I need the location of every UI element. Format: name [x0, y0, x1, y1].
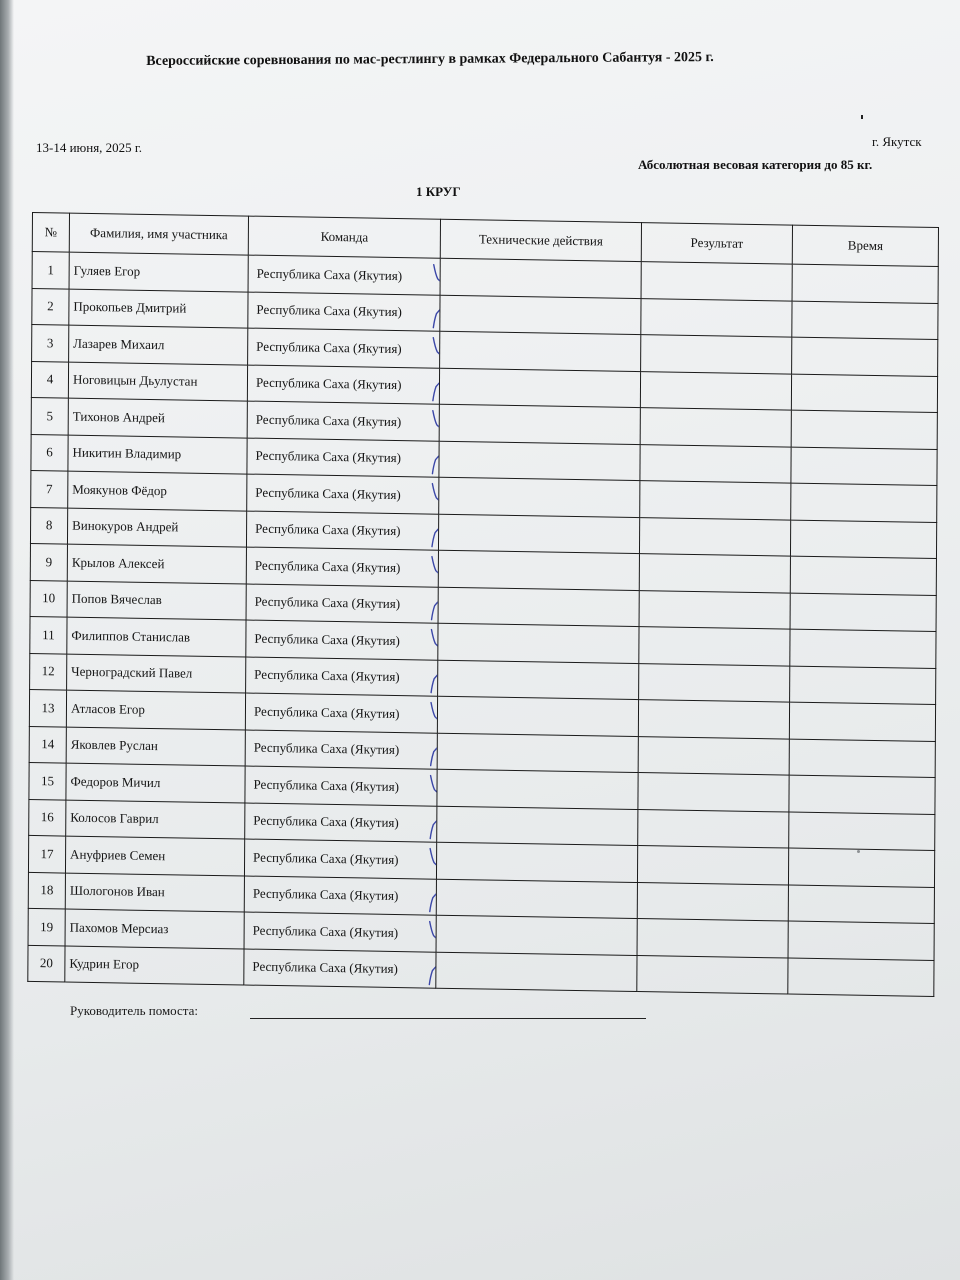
tech-actions-cell	[437, 769, 638, 809]
pen-bracket-mark	[426, 518, 439, 548]
team-name	[248, 328, 440, 368]
result-cell	[640, 444, 791, 483]
team-name	[246, 547, 438, 587]
participant-name-text: Винокуров Андрей	[72, 517, 179, 535]
team-name	[244, 912, 436, 952]
row-num	[28, 908, 65, 945]
result-cell	[640, 371, 791, 410]
participant-name	[65, 873, 244, 912]
participant-name	[66, 800, 245, 839]
pen-bracket-mark	[426, 555, 439, 585]
row-num-text: 9	[45, 553, 53, 570]
team-name-text: Республика Саха (Якутия)	[255, 411, 402, 429]
participant-name	[65, 946, 244, 985]
team-name-text: Республика Саха (Якутия)	[256, 338, 402, 356]
team-name	[246, 511, 438, 551]
row-num	[29, 689, 66, 726]
row-num	[30, 507, 67, 544]
team-name-text: Республика Саха (Якутия)	[256, 301, 402, 320]
team-name-text: Республика Саха (Якутия)	[254, 666, 400, 685]
participant-name	[68, 471, 247, 510]
row-num	[30, 616, 67, 653]
row-num	[31, 434, 68, 471]
result-cell	[639, 517, 790, 556]
tech-actions-cell	[439, 441, 640, 481]
time-cell	[790, 556, 936, 595]
team-name	[244, 876, 436, 916]
team-name-text: Республика Саха (Якутия)	[253, 776, 400, 794]
time-cell	[788, 921, 934, 960]
pen-bracket-mark	[425, 737, 438, 767]
participant-name-text: Черноградский Павел	[71, 663, 193, 681]
pen-bracket-mark	[427, 372, 440, 402]
pen-bracket-mark	[425, 664, 438, 694]
team-name	[247, 474, 439, 514]
row-num	[30, 580, 67, 617]
team-name-text: Республика Саха (Якутия)	[253, 849, 399, 867]
tech-actions-cell	[439, 404, 640, 444]
team-name	[246, 657, 438, 697]
result-cell	[638, 700, 789, 739]
header-tech: Технические действия	[440, 219, 641, 261]
time-cell	[788, 958, 934, 997]
team-name-text: Республика Саха (Якутия)	[252, 885, 399, 904]
time-cell	[789, 739, 935, 778]
participant-name-text: Пахомов Мерсиаз	[69, 919, 169, 937]
row-num-text: 18	[40, 882, 54, 898]
team-name-text: Республика Саха (Якутия)	[254, 557, 401, 575]
row-num	[32, 288, 69, 325]
participant-name-text: Яковлев Руслан	[70, 736, 158, 754]
time-cell	[789, 775, 935, 814]
participant-name-text: Колосов Гаврил	[70, 809, 159, 827]
participant-name-text: Попов Вячеслав	[71, 590, 162, 608]
time-cell	[791, 374, 937, 413]
pen-bracket-mark	[427, 409, 440, 439]
row-num	[30, 543, 67, 580]
row-num	[32, 252, 69, 289]
team-name	[245, 766, 437, 806]
row-num-text: 5	[46, 407, 54, 424]
team-name-text: Республика Саха (Якутия)	[255, 447, 402, 466]
result-cell	[637, 846, 788, 885]
participant-name	[67, 581, 246, 620]
result-cell	[640, 408, 791, 447]
tech-actions-cell	[437, 733, 638, 773]
time-cell	[790, 520, 936, 559]
result-cell	[638, 809, 789, 848]
paper-shadow-edge	[0, 0, 14, 1280]
row-num-text: 20	[39, 955, 53, 971]
team-name	[248, 255, 440, 295]
team-name	[244, 839, 436, 879]
time-cell	[791, 483, 937, 522]
team-name-text: Республика Саха (Якутия)	[253, 703, 400, 721]
pen-bracket-mark	[424, 810, 437, 840]
team-name	[247, 438, 439, 478]
round-label: 1 КРУГ	[416, 184, 461, 199]
participant-name	[67, 654, 246, 693]
signature-line	[250, 1018, 646, 1019]
row-num-text: 13	[41, 699, 55, 716]
team-name-text: Республика Саха (Якутия)	[254, 593, 401, 612]
participant-name	[68, 362, 247, 401]
row-num-text: 17	[40, 845, 54, 862]
participant-name-text: Ануфриев Семен	[70, 846, 166, 863]
header-name: Фамилия, имя участника	[69, 213, 248, 255]
row-num	[28, 835, 65, 872]
tech-actions-cell	[439, 477, 640, 517]
participant-name	[67, 617, 246, 656]
team-name-text: Республика Саха (Якутия)	[254, 630, 400, 648]
team-name	[245, 730, 437, 770]
participant-name-text: Никитин Владимир	[72, 444, 182, 462]
ink-speck	[861, 115, 863, 119]
pen-bracket-mark	[423, 956, 436, 986]
tech-actions-cell	[438, 550, 639, 590]
weight-category: Абсолютная весовая категория до 85 кг.	[638, 157, 873, 172]
participant-name	[66, 763, 245, 802]
row-num-text: 12	[41, 663, 55, 679]
signature-label: Руководитель помоста:	[70, 1003, 199, 1018]
participant-name-text: Федоров Мичил	[70, 773, 161, 790]
result-cell	[639, 590, 790, 629]
tech-actions-cell	[440, 331, 641, 371]
row-num	[29, 762, 66, 799]
result-cell	[641, 262, 792, 301]
pen-bracket-mark	[424, 847, 437, 877]
team-name	[247, 401, 439, 441]
team-name-text: Республика Саха (Якутия)	[253, 739, 400, 758]
tech-actions-cell	[440, 258, 641, 298]
time-cell	[792, 337, 938, 376]
tech-actions-cell	[438, 587, 639, 627]
pen-bracket-mark	[425, 628, 438, 658]
participant-name	[66, 727, 245, 766]
tech-actions-cell	[438, 660, 639, 700]
participant-name-text: Моякунов Фёдор	[72, 481, 167, 498]
team-name	[245, 803, 437, 843]
row-num-text: 14	[41, 736, 55, 752]
participant-name	[67, 508, 246, 547]
row-num-text: 4	[46, 371, 54, 387]
participant-name-text: Ноговицын Дьулустан	[72, 371, 198, 389]
tech-actions-cell	[437, 696, 638, 736]
participant-name	[65, 909, 244, 948]
participant-name	[67, 544, 246, 583]
result-cell	[637, 919, 788, 958]
row-num	[32, 324, 69, 361]
team-name-text: Республика Саха (Якутия)	[255, 520, 401, 539]
participant-name-text: Гуляев Егор	[73, 262, 141, 279]
team-name-text: Республика Саха (Якутия)	[255, 374, 402, 393]
row-num-text: 11	[42, 626, 55, 643]
time-cell	[789, 812, 935, 851]
header-result: Результат	[641, 223, 792, 264]
pen-bracket-mark	[426, 445, 439, 475]
result-cell	[637, 882, 788, 921]
time-cell	[792, 301, 938, 340]
team-name-text: Республика Саха (Якутия)	[253, 812, 399, 831]
team-name	[244, 949, 436, 989]
row-num-text: 10	[42, 590, 56, 606]
time-cell	[791, 447, 937, 486]
time-cell	[790, 666, 936, 705]
time-cell	[792, 264, 938, 303]
tech-actions-cell	[436, 952, 637, 992]
pen-bracket-mark	[426, 591, 439, 621]
team-name	[248, 292, 440, 332]
pen-bracket-mark	[424, 919, 437, 949]
row-num-text: 1	[47, 262, 54, 278]
document-title: Всероссийские соревнования по мас-рестлингу в рамках Федерального Сабантуя - 2025 г.	[146, 50, 714, 69]
participant-name-text: Лазарев Михаил	[73, 335, 165, 352]
competition-table	[27, 212, 939, 997]
time-cell	[788, 885, 934, 924]
team-name	[246, 584, 438, 624]
pen-bracket-mark	[427, 299, 440, 329]
participant-name	[65, 836, 244, 875]
row-num	[31, 470, 68, 507]
row-num	[29, 799, 66, 836]
team-name	[245, 693, 437, 733]
row-num	[30, 653, 67, 690]
participant-name-text: Атласов Егор	[70, 700, 145, 717]
header-time: Время	[792, 225, 938, 266]
tech-actions-cell	[436, 915, 637, 955]
row-num	[31, 361, 68, 398]
participant-name	[68, 398, 247, 437]
pen-bracket-mark	[424, 774, 437, 804]
row-num-text: 3	[46, 334, 54, 351]
result-cell	[640, 481, 791, 520]
row-num	[31, 397, 68, 434]
event-city: г. Якутск	[872, 134, 922, 149]
row-num-text: 15	[40, 772, 55, 789]
row-num	[28, 945, 65, 982]
tech-actions-cell	[439, 368, 640, 408]
result-cell	[639, 663, 790, 702]
team-name	[246, 620, 438, 660]
time-cell	[788, 848, 934, 887]
tech-actions-cell	[438, 514, 639, 554]
result-cell	[637, 955, 788, 994]
time-cell	[790, 593, 936, 632]
time-cell	[789, 702, 935, 741]
participant-name-text: Прокопьев Дмитрий	[73, 298, 187, 316]
row-num	[28, 872, 65, 909]
result-cell	[638, 736, 789, 775]
pen-bracket-mark	[427, 336, 440, 366]
participant-name-text: Филиппов Станислав	[71, 627, 191, 645]
participant-name-text: Кудрин Егор	[69, 955, 140, 973]
result-cell	[639, 554, 790, 593]
row-num-text: 6	[46, 444, 53, 460]
team-name-text: Республика Саха (Якутия)	[256, 265, 403, 283]
team-name	[247, 365, 439, 405]
time-cell	[790, 629, 936, 668]
row-num-text: 7	[46, 480, 53, 497]
header-num: №	[32, 213, 69, 253]
tech-actions-cell	[436, 879, 637, 919]
pen-bracket-mark	[426, 482, 439, 512]
tech-actions-cell	[437, 806, 638, 846]
row-num-text: 2	[47, 298, 54, 314]
participant-name-text: Шологонов Иван	[69, 882, 165, 900]
row-num-text: 8	[45, 517, 53, 533]
participant-name-text: Крылов Алексей	[71, 554, 165, 571]
participant-name	[66, 690, 245, 729]
tech-actions-cell	[436, 842, 637, 882]
header-team: Команда	[248, 216, 440, 258]
team-name-text: Республика Саха (Якутия)	[252, 922, 399, 940]
row-num-text: 16	[40, 809, 54, 825]
result-cell	[641, 298, 792, 337]
result-cell	[641, 335, 792, 374]
pen-bracket-mark	[424, 883, 437, 913]
participant-name	[68, 435, 247, 474]
participant-name	[69, 325, 248, 364]
pen-bracket-mark	[425, 701, 438, 731]
team-name-text: Республика Саха (Якутия)	[252, 958, 398, 977]
tech-actions-cell	[440, 295, 641, 335]
participant-name	[69, 289, 248, 328]
result-cell	[638, 773, 789, 812]
row-num-text: 19	[40, 918, 54, 935]
result-cell	[639, 627, 790, 666]
table-body	[28, 252, 938, 997]
participant-name	[69, 252, 248, 291]
tech-actions-cell	[438, 623, 639, 663]
team-name-text: Республика Саха (Якутия)	[255, 484, 401, 502]
row-num	[29, 726, 66, 763]
pen-bracket-mark	[428, 263, 441, 293]
paper-dot	[857, 850, 860, 853]
time-cell	[791, 410, 937, 449]
participant-name-text: Тихонов Андрей	[72, 408, 165, 425]
event-date: 13-14 июня, 2025 г.	[36, 140, 143, 155]
